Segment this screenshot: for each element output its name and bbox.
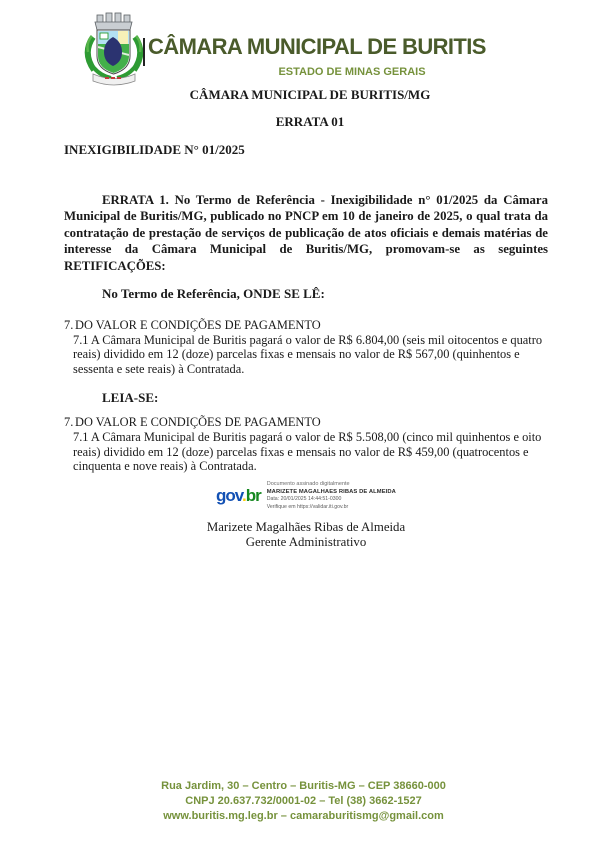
leia-se-block [64, 390, 548, 473]
section-heading [64, 415, 548, 429]
govbr-logo-br: br [245, 485, 261, 505]
coat-of-arms-logo [80, 12, 148, 86]
section-number: 7. [64, 318, 74, 333]
onde-se-le-label: No Termo de Referência, ONDE SE LÊ: [102, 286, 325, 302]
govbr-logo-gov: gov [216, 485, 242, 505]
section-title: DO VALOR E CONDIÇÕES DE PAGAMENTO [75, 415, 321, 430]
reference-number: INEXIGIBILIDADE N° 01/2025 [64, 142, 245, 157]
leia-se-label: LEIA-SE: [102, 390, 159, 406]
clause-new-value: 7.1 A Câmara Municipal de Buritis pagará o valor de R$ 5.508,00 (cinco mil quinhentos e oito reais) dividido em 12 (doze) parcelas fixas e mensais no valor de R$ 459,00 (quatrocentos e cinquenta e nove reais) à Contratada. [73, 430, 542, 474]
section-heading [64, 318, 548, 332]
header-subtitle: ESTADO DE MINAS GERAIS [278, 66, 426, 78]
footer-address: Rua Jardim, 30 – Centro – Buritis-MG – CEP 38660-000 [161, 780, 446, 792]
section-title: DO VALOR E CONDIÇÕES DE PAGAMENTO [75, 318, 321, 333]
header-divider [143, 38, 145, 66]
footer-web-email: www.buritis.mg.leg.br – camaraburitismg@gmail.com [163, 810, 444, 822]
onde-se-le-block [64, 286, 548, 376]
signer-block [64, 520, 548, 550]
footer-cnpj-tel: CNPJ 20.637.732/0001-02 – Tel (38) 3662-1527 [185, 795, 422, 807]
signer-name: Marizete Magalhães Ribas de Almeida [206, 519, 406, 534]
digital-signature-stamp [64, 481, 548, 510]
document-body [64, 142, 548, 550]
page-footer [0, 779, 607, 824]
stamp-signer-name: MARIZETE MAGALHAES RIBAS DE ALMEIDA [266, 488, 396, 495]
header-title: CÂMARA MUNICIPAL DE BURITIS [148, 34, 486, 59]
intro-paragraph: ERRATA 1. No Termo de Referência - Inexigibilidade n° 01/2025 da Câmara Municipal de Buritis/MG, publicado no PNCP em 10 de janeiro de 2025, o qual trata da contratação de prestação de serviços de publicação de atos oficiais e demais matérias de interesse da Câmara Municipal de Buritis/MG, promovam-se as seguintes RETIFICAÇÕES: [64, 193, 548, 273]
clause-old-value: 7.1 A Câmara Municipal de Buritis pagará o valor de R$ 6.804,00 (seis mil oitocentos e quatro reais) dividido em 12 (doze) parcelas fixas e mensais no valor de R$ 567,00 (quinhentos e sessenta e sete reais) à Contratada. [73, 333, 543, 376]
govbr-logo-dot: . [242, 485, 246, 505]
stamp-date: Data: 20/01/2025 14:44:51-0300 [266, 496, 342, 503]
signer-role: Gerente Administrativo [245, 534, 367, 549]
section-number: 7. [64, 415, 74, 430]
stamp-verify-url: Verifique em https://validar.iti.gov.br [266, 503, 349, 510]
document-title: ERRATA 01 [275, 114, 345, 129]
signature-stamp-text [267, 481, 396, 510]
govbr-logo [216, 486, 261, 506]
stamp-caption: Documento assinado digitalmente [266, 481, 350, 488]
org-name-line: CÂMARA MUNICIPAL DE BURITIS/MG [189, 87, 431, 102]
